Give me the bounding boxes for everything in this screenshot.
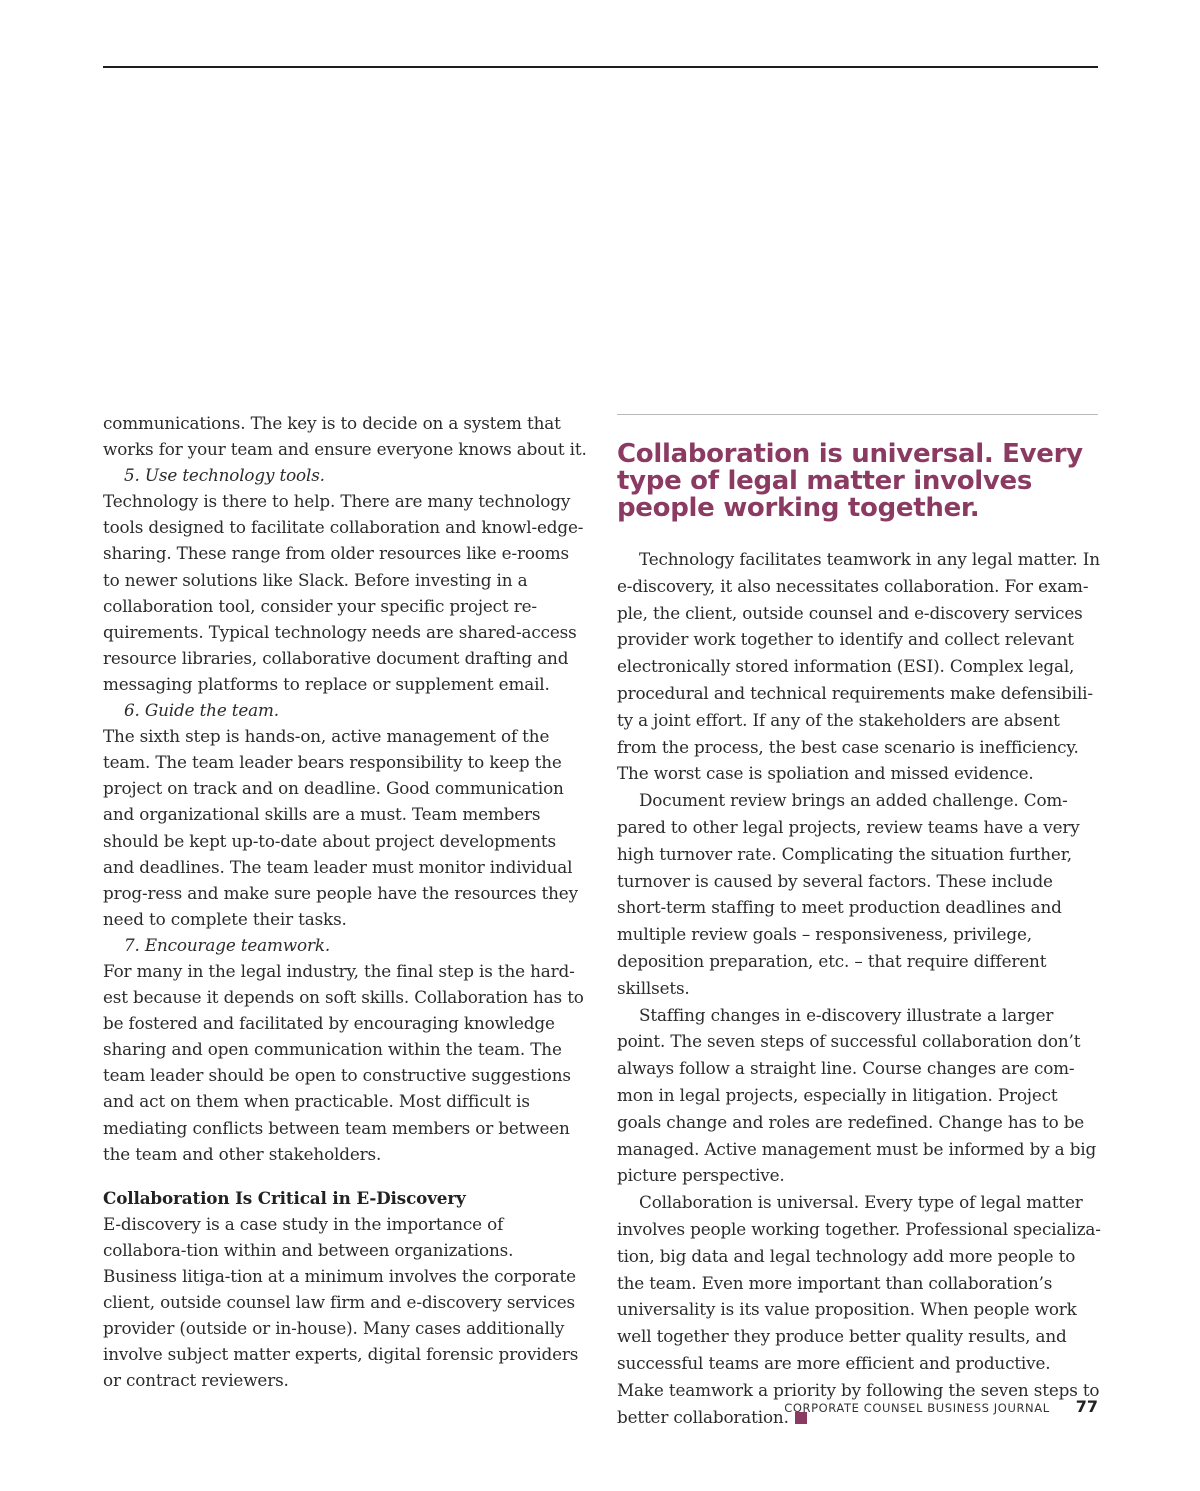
paragraph: E-discovery is a case study in the importance of collabora-tion within and between organizations. Business litiga-tion at a minimum involves the corporate client, outside counsel law firm and e-discovery services provider (outside or in-house). Many cases additionally involve subject matter experts, digital forensic providers or contract reviewers. (103, 1213, 579, 1391)
paragraph: Technology facilitates teamwork in any legal matter. In e-discovery, it also necessitates collaboration. For exam-ple, the client, outside counsel and e-discovery services provider work together to identify and collect relevant electronically stored information (ESI). Complex legal, procedural and technical requirements make defensibili-ty a joint effort. If any of the stakeholders are absent from the process, the best case scenario is inefficiency. The worst case is spoliation and missed evidence. (617, 549, 1100, 784)
step-heading-6: 6. Guide the team. (124, 700, 279, 721)
pull-quote: Collaboration is universal. Every type of legal matter involves people working together. (617, 439, 1083, 523)
page-number: 77 (1075, 1397, 1098, 1416)
page-footer (784, 1397, 1098, 1416)
right-column (617, 414, 1101, 1430)
spacer (103, 1167, 589, 1185)
section-heading: Collaboration Is Critical in E-Discovery (103, 1187, 466, 1208)
pull-quote-rule (617, 414, 1098, 415)
left-column (103, 410, 589, 1393)
closing-text: Make teamwork a priority by following the seven steps to better collaboration. (617, 1379, 1100, 1427)
paragraph: Document review brings an added challenge. Com-pared to other legal projects, review teams have a very high turnover rate. Complicating the situation further, turnover is caused by several factors. These include short-term staffing to meet production deadlines and multiple review goals – responsiveness, privilege, deposition preparation, etc. – that require different skillsets. (617, 790, 1080, 998)
right-body (617, 546, 1101, 1430)
top-rule (103, 66, 1098, 68)
paragraph: Collaboration is universal. Every type of legal matter involves people working together. Professional specializa-tion, big data and legal technology add more people to the team. Even more important than collaboration’s universality is its value proposition. When people work well together they produce better quality results, and successful teams are more efficient and productive. (617, 1192, 1101, 1373)
step-heading-5: 5. Use technology tools. (124, 465, 325, 486)
step-heading-7: 7. Encourage teamwork. (124, 934, 331, 955)
paragraph: The sixth step is hands-on, active management of the team. The team leader bears responsibility to keep the project on track and on deadline. Good communication and organizational skills are a must. Team members should be kept up-to-date about project developments and deadlines. The team leader must monitor individual prog-ress and make sure people have the resources they need to complete their tasks. (103, 726, 578, 929)
paragraph: communications. The key is to decide on a system that works for your team and ensure everyone knows about it. (103, 413, 587, 460)
paragraph: Technology is there to help. There are many technology tools designed to facilitate collaboration and knowl-edge-sharing. These range from older resources like e-rooms to newer solutions like Slack. Before investing in a collaboration tool, consider your specific project re-quirements. Typical technology needs are shared-access resource libraries, collaborative document drafting and messaging platforms to replace or supplement email. (103, 491, 584, 694)
journal-name: CORPORATE COUNSEL BUSINESS JOURNAL (784, 1401, 1050, 1415)
paragraph: Staffing changes in e-discovery illustrate a larger point. The seven steps of successful collaboration don’t always follow a straight line. Course changes are com-mon in legal projects, especially in litigation. Project goals change and roles are redefined. Change has to be managed. Active management must be informed by a big picture perspective. (617, 1004, 1097, 1186)
paragraph: For many in the legal industry, the final step is the hard-est because it depends on soft skills. Collaboration has to be fostered and facilitated by encouraging knowledge sharing and open communication within the team. The team leader should be open to constructive suggestions and act on them when practicable. Most difficult is mediating conflicts between team members or between the team and other stakeholders. (103, 960, 584, 1164)
